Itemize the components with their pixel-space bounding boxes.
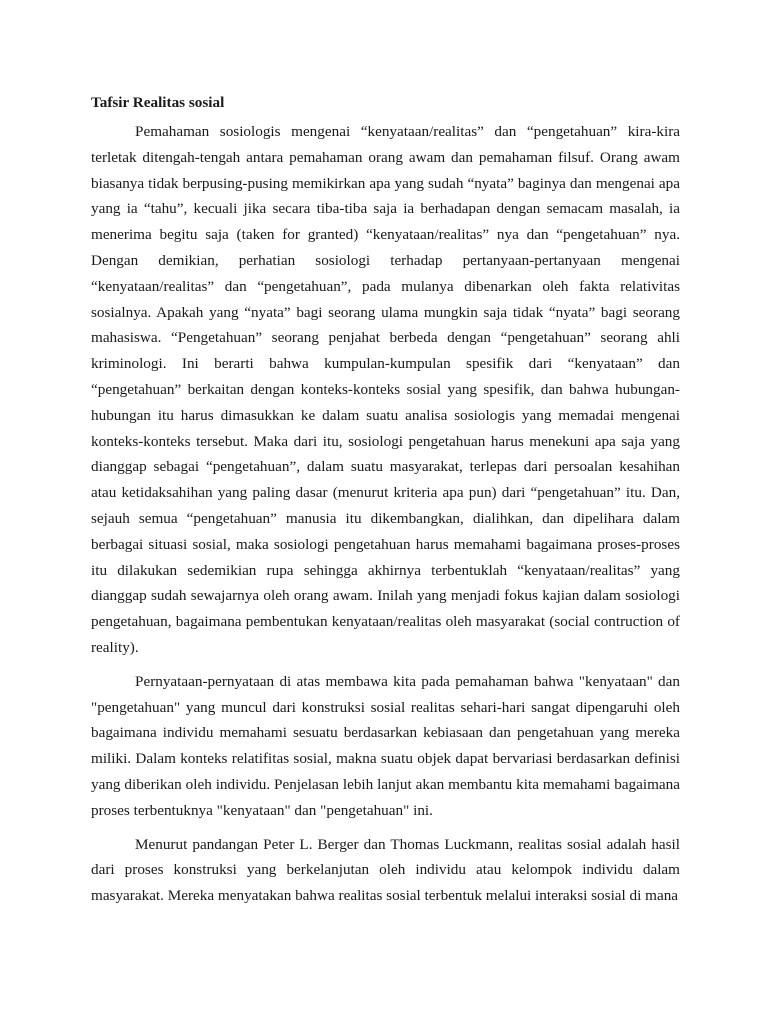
document-body xyxy=(91,92,680,917)
section-title: Tafsir Realitas sosial xyxy=(91,94,225,111)
paragraph-3: Menurut pandangan Peter L. Berger dan Thomas Luckmann, realitas sosial adalah hasil dari proses konstruksi yang berkelanjutan oleh individu atau kelompok individu dalam masyarakat. Mereka menyatakan bahwa realitas sosial terbentuk melalui interaksi sosial di mana xyxy=(91,835,680,905)
paragraph-2: Pernyataan-pernyataan di atas membawa kita pada pemahaman bahwa "kenyataan" dan "pengetahuan" yang muncul dari konstruksi sosial realitas sehari-hari sangat dipengaruhi oleh bagaimana individu memahami sesuatu berdasarkan kebiasaan dan pengetahuan yang mereka miliki. Dalam konteks relatifitas sosial, makna suatu objek dapat bervariasi berdasarkan definisi yang diberikan oleh individu. Penjelasan lebih lanjut akan membantu kita memahami bagaimana proses terbentuknya "kenyataan" dan "pengetahuan" ini. xyxy=(91,672,680,819)
paragraph-1: Pemahaman sosiologis mengenai “kenyataan/realitas” dan “pengetahuan” kira-kira terletak ditengah-tengah antara pemahaman orang awam dan pemahaman filsuf. Orang awam biasanya tidak berpusing-pusing memikirkan apa yang sudah “nyata” baginya dan mengenai apa yang ia “tahu”, kecuali jika secara tiba-tiba saja ia berhadapan dengan semacam masalah, ia menerima begitu saja (taken for granted) “kenyataan/realitas” nya dan “pengetahuan” nya. Dengan demikian, perhatian sosiologi terhadap pertanyaan-pertanyaan mengenai “kenyataan/realitas” dan “pengetahuan”, pada mulanya dibenarkan oleh fakta relativitas sosialnya. Apakah yang “nyata” bagi seorang ulama mungkin saja tidak “nyata” bagi seorang mahasiswa. “Pengetahuan” seorang penjahat berbeda dengan “pengetahuan” seorang ahli kriminologi. Ini berarti bahwa kumpulan-kumpulan spesifik dari “kenyataan” dan “pengetahuan” berkaitan dengan konteks-konteks sosial yang spesifik, dan bahwa hubungan-hubungan itu harus dimasukkan ke dalam suatu analisa sosiologis yang memadai mengenai konteks-konteks tersebut. Maka dari itu, sosiologi pengetahuan harus menekuni apa saja yang dianggap sebagai “pengetahuan”, dalam suatu masyarakat, terlepas dari persoalan kesahihan atau ketidaksahihan yang paling dasar (menurut kriteria apa pun) dari “pengetahuan” itu. Dan, sejauh semua “pengetahuan” manusia itu dikembangkan, dialihkan, dan dipelihara dalam berbagai situasi sosial, maka sosiologi pengetahuan harus memahami bagaimana proses-proses itu dilakukan sedemikian rupa sehingga akhirnya terbentuklah “kenyataan/realitas” yang dianggap sudah sewajarnya oleh orang awam. Inilah yang menjadi fokus kajian dalam sosiologi pengetahuan, bagaimana pembentukan kenyataan/realitas oleh masyarakat (social contruction of reality). xyxy=(91,123,680,656)
